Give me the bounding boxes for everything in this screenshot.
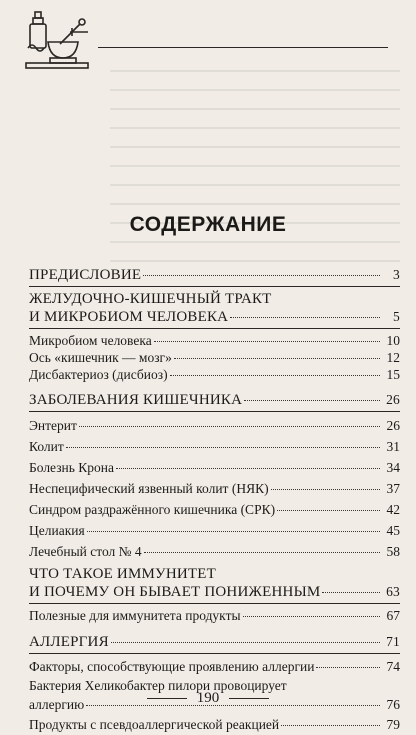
toc-entry-title: ЖЕЛУДОЧНО-КИШЕЧНЫЙ ТРАКТ	[29, 291, 272, 307]
toc-leader-dots	[87, 531, 380, 532]
toc-leader-dots	[66, 447, 380, 448]
toc-leader-dots	[322, 592, 380, 593]
toc-entry-title: ЧТО ТАКОЕ ИММУНИТЕТ	[29, 566, 217, 582]
toc-leader-dots	[170, 375, 380, 376]
toc-entry[interactable]	[29, 436, 400, 457]
toc-page-number: 67	[386, 608, 400, 623]
toc-page-number: 12	[386, 350, 400, 365]
toc-entry[interactable]	[29, 607, 400, 625]
toc-entry[interactable]	[29, 391, 400, 409]
footer-rule-right	[229, 698, 269, 699]
toc-leader-dots	[144, 552, 380, 553]
toc-page-number: 71	[386, 634, 400, 649]
page-number: 190	[196, 690, 220, 706]
toc-entry-title: Колит	[29, 439, 64, 454]
toc-entry[interactable]	[29, 349, 400, 366]
toc-page-number: 79	[386, 717, 400, 732]
pharmacy-ornament-icon	[22, 6, 94, 72]
toc-leader-dots	[154, 341, 380, 342]
toc-page-number: 34	[386, 460, 400, 475]
toc-entry-title: ЗАБОЛЕВАНИЯ КИШЕЧНИКА	[29, 392, 243, 408]
toc-leader-dots	[244, 400, 380, 401]
toc-leader-dots	[281, 725, 380, 726]
toc-entry[interactable]	[29, 457, 400, 478]
toc-entry-title: Болезнь Крона	[29, 460, 115, 475]
page-title: СОДЕРЖАНИЕ	[129, 213, 287, 236]
toc-page-number: 31	[386, 439, 400, 454]
toc-entry[interactable]	[29, 308, 400, 326]
section-divider	[29, 411, 400, 412]
section-divider	[29, 328, 400, 329]
toc-entry[interactable]	[29, 415, 400, 436]
header-rule	[98, 47, 388, 48]
toc-page-number: 37	[386, 481, 400, 496]
toc-entry-title: Бактерия Хеликобактер пилори провоцирует	[29, 678, 287, 693]
toc-entry-title: Дисбактериоз (дисбиоз)	[29, 367, 168, 382]
toc-entry-title: Целиакия	[29, 523, 85, 538]
toc-entry-title: ПРЕДИСЛОВИЕ	[29, 267, 142, 283]
toc-page-number: 42	[386, 502, 400, 517]
toc-page-number: 58	[386, 544, 400, 559]
page-footer	[0, 690, 416, 707]
toc-entry[interactable]	[29, 290, 400, 308]
footer-rule-left	[147, 698, 187, 699]
toc-page-number: 3	[393, 267, 400, 282]
toc-entry-title: аллергию	[29, 697, 85, 712]
section-divider	[29, 653, 400, 654]
toc-page-number: 63	[386, 584, 400, 599]
table-of-contents	[29, 267, 400, 735]
section-divider	[29, 286, 400, 287]
section-divider	[29, 603, 400, 604]
toc-entry-title: И МИКРОБИОМ ЧЕЛОВЕКА	[29, 309, 229, 325]
toc-leader-dots	[277, 510, 380, 511]
toc-entry[interactable]	[29, 499, 400, 520]
toc-entry-title: Неспецифический язвенный колит (НЯК)	[29, 481, 269, 496]
toc-page-number: 5	[393, 309, 400, 324]
toc-entry[interactable]	[29, 366, 400, 383]
toc-leader-dots	[111, 642, 380, 643]
toc-entry-title: Ось «кишечник — мозг»	[29, 350, 172, 365]
toc-leader-dots	[79, 426, 380, 427]
toc-leader-dots	[230, 317, 380, 318]
toc-entry[interactable]	[29, 657, 400, 676]
toc-leader-dots	[243, 616, 380, 617]
toc-entry[interactable]	[29, 478, 400, 499]
toc-leader-dots	[174, 358, 380, 359]
toc-entry-title: Синдром раздражённого кишечника (СРК)	[29, 502, 276, 517]
toc-page-number: 74	[386, 659, 400, 674]
toc-entry[interactable]	[29, 714, 400, 735]
toc-page-number: 26	[386, 418, 400, 433]
toc-leader-dots	[116, 468, 380, 469]
toc-entry-title: Полезные для иммунитета продукты	[29, 608, 241, 623]
show-through-text	[110, 70, 400, 270]
toc-leader-dots	[271, 489, 380, 490]
toc-entry[interactable]	[29, 633, 400, 651]
toc-leader-dots	[143, 275, 380, 276]
toc-entry[interactable]	[29, 541, 400, 562]
toc-entry[interactable]	[29, 583, 400, 601]
toc-entry-title: Лечебный стол № 4	[29, 544, 142, 559]
toc-leader-dots	[316, 667, 380, 668]
toc-entry[interactable]	[29, 566, 400, 583]
toc-page-number: 10	[386, 333, 400, 348]
toc-entry-title: АЛЛЕРГИЯ	[29, 634, 109, 650]
toc-page-number: 15	[386, 367, 400, 382]
toc-page-number: 76	[386, 697, 400, 712]
toc-entry-title: Продукты с псевдоаллергической реакцией	[29, 717, 280, 732]
toc-entry-title: Энтерит	[29, 418, 77, 433]
toc-entry[interactable]	[29, 267, 400, 284]
toc-entry[interactable]	[29, 332, 400, 349]
toc-entry-title: И ПОЧЕМУ ОН БЫВАЕТ ПОНИЖЕННЫМ	[29, 584, 321, 600]
toc-page-number: 26	[386, 392, 400, 407]
toc-entry-title: Факторы, способствующие проявлению аллергии	[29, 659, 315, 674]
toc-entry[interactable]	[29, 520, 400, 541]
toc-entry-title: Микробиом человека	[29, 333, 152, 348]
toc-page-number: 45	[386, 523, 400, 538]
